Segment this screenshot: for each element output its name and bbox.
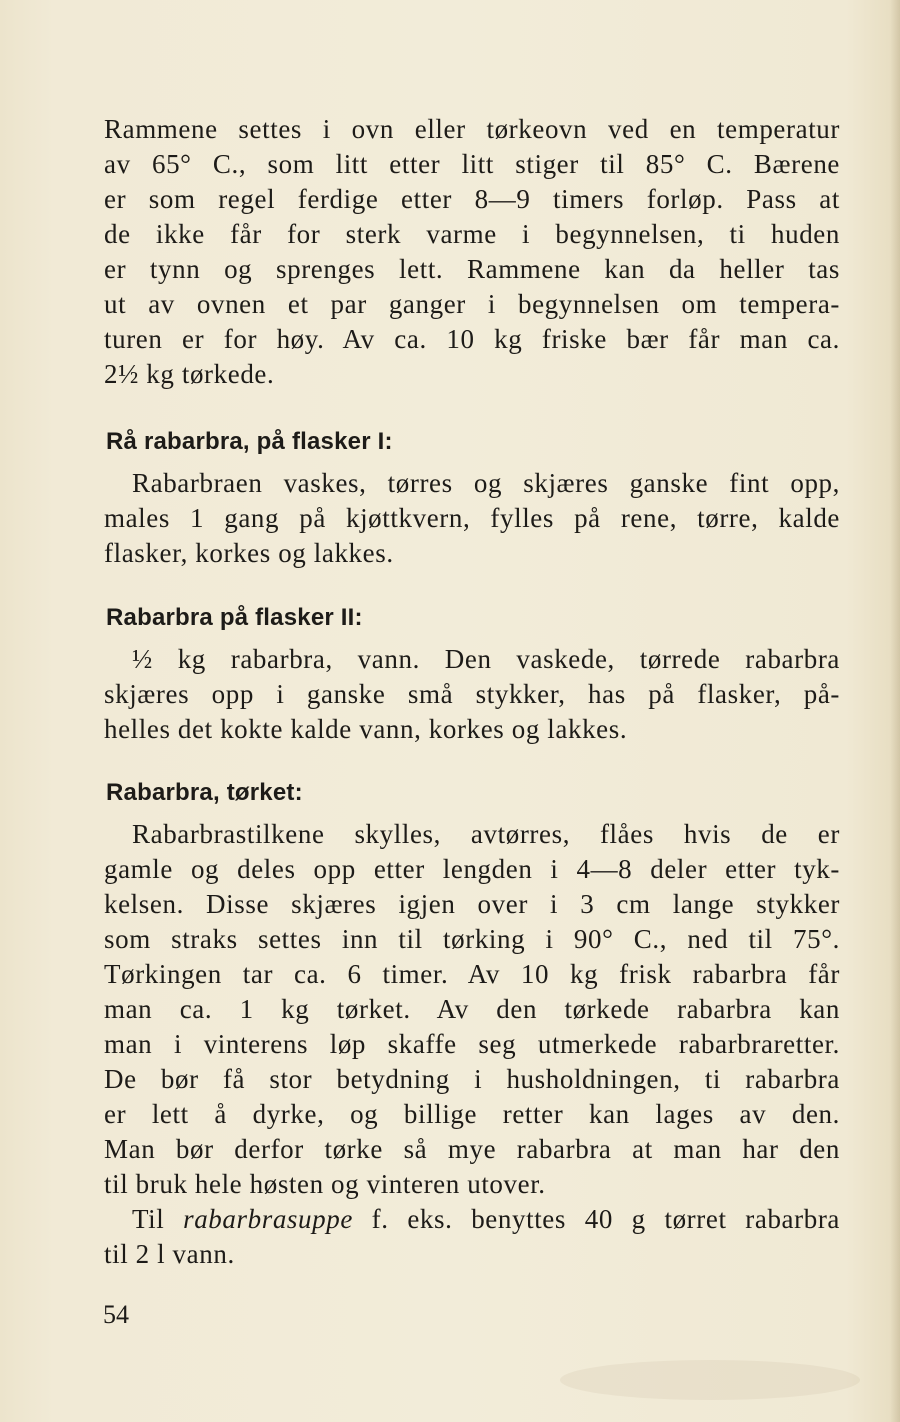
text-line: er som regel ferdige etter 8—9 timers forløp. Pass at <box>104 184 840 214</box>
text-line: man i vinterens løp skaffe seg utmerkede rabarbraretter. <box>104 1029 840 1059</box>
paragraph-raw-rhubarb-bottles-1 <box>104 466 840 571</box>
text-line: man ca. 1 kg tørket. Av den tørkede rabarbra kan <box>104 994 840 1024</box>
text-line: Rabarbrastilkene skylles, avtørres, flåes hvis de er <box>132 819 840 849</box>
text-line: som straks settes inn til tørking i 90° C., ned til 75°. <box>104 924 840 954</box>
text-line-rhubarb-soup <box>104 1202 840 1237</box>
text-line: helles det kokte kalde vann, korkes og lakkes. <box>104 714 628 744</box>
text-line: Tørkingen tar ca. 6 timer. Av 10 kg frisk rabarbra får <box>104 959 840 989</box>
page-number: 54 <box>103 1300 129 1329</box>
text-line: ½ kg rabarbra, vann. Den vaskede, tørrede rabarbra <box>132 644 840 674</box>
text-line: er lett å dyrke, og billige retter kan lages av den. <box>104 1099 840 1129</box>
text-line: flasker, korkes og lakkes. <box>104 538 394 568</box>
paragraph-drying-frames <box>104 112 840 392</box>
section-heading-rhubarb-bottles-2: Rabarbra på flasker II: <box>106 604 363 631</box>
paper-stain <box>560 1360 860 1400</box>
text-line: skjæres opp i ganske små stykker, has på flasker, på- <box>104 679 840 709</box>
paragraph-rhubarb-bottles-2 <box>104 642 840 747</box>
page-edge-shadow <box>890 0 900 1422</box>
text-line: av 65° C., som litt etter litt stiger til 85° C. Bærene <box>104 149 840 179</box>
text-line: gamle og deles opp etter lengden i 4—8 deler etter tyk- <box>104 854 840 884</box>
text-line: til bruk hele høsten og vinteren utover. <box>104 1169 546 1199</box>
text-line: De bør få stor betydning i husholdningen, ti rabarbra <box>104 1064 840 1094</box>
text-line: de ikke får for sterk varme i begynnelsen, ti huden <box>104 219 840 249</box>
recipe-name-italic: rabarbrasuppe <box>183 1204 353 1234</box>
text-line: Man bør derfor tørke så mye rabarbra at man har den <box>104 1134 840 1164</box>
section-heading-dried-rhubarb: Rabarbra, tørket: <box>106 779 303 806</box>
text-line: Rammene settes i ovn eller tørkeovn ved en temperatur <box>104 114 840 144</box>
text-line: ut av ovnen et par ganger i begynnelsen om tempera- <box>104 289 840 319</box>
text-line: til 2 l vann. <box>104 1239 235 1269</box>
text-line: er tynn og sprenges lett. Rammene kan da heller tas <box>104 254 840 284</box>
text-segment: f. eks. benyttes 40 g tørret rabarbra <box>352 1204 841 1234</box>
paragraph-dried-rhubarb <box>104 817 840 1272</box>
text-line: Rabarbraen vaskes, tørres og skjæres ganske fint opp, <box>132 468 840 498</box>
text-line: turen er for høy. Av ca. 10 kg friske bær får man ca. <box>104 324 840 354</box>
text-segment: Til <box>132 1204 184 1234</box>
text-line: 2½ kg tørkede. <box>104 359 275 389</box>
section-heading-raw-rhubarb-bottles-1: Rå rabarbra, på flasker I: <box>106 428 393 455</box>
text-line: males 1 gang på kjøttkvern, fylles på rene, tørre, kalde <box>104 503 840 533</box>
text-line: kelsen. Disse skjæres igjen over i 3 cm lange stykker <box>104 889 840 919</box>
